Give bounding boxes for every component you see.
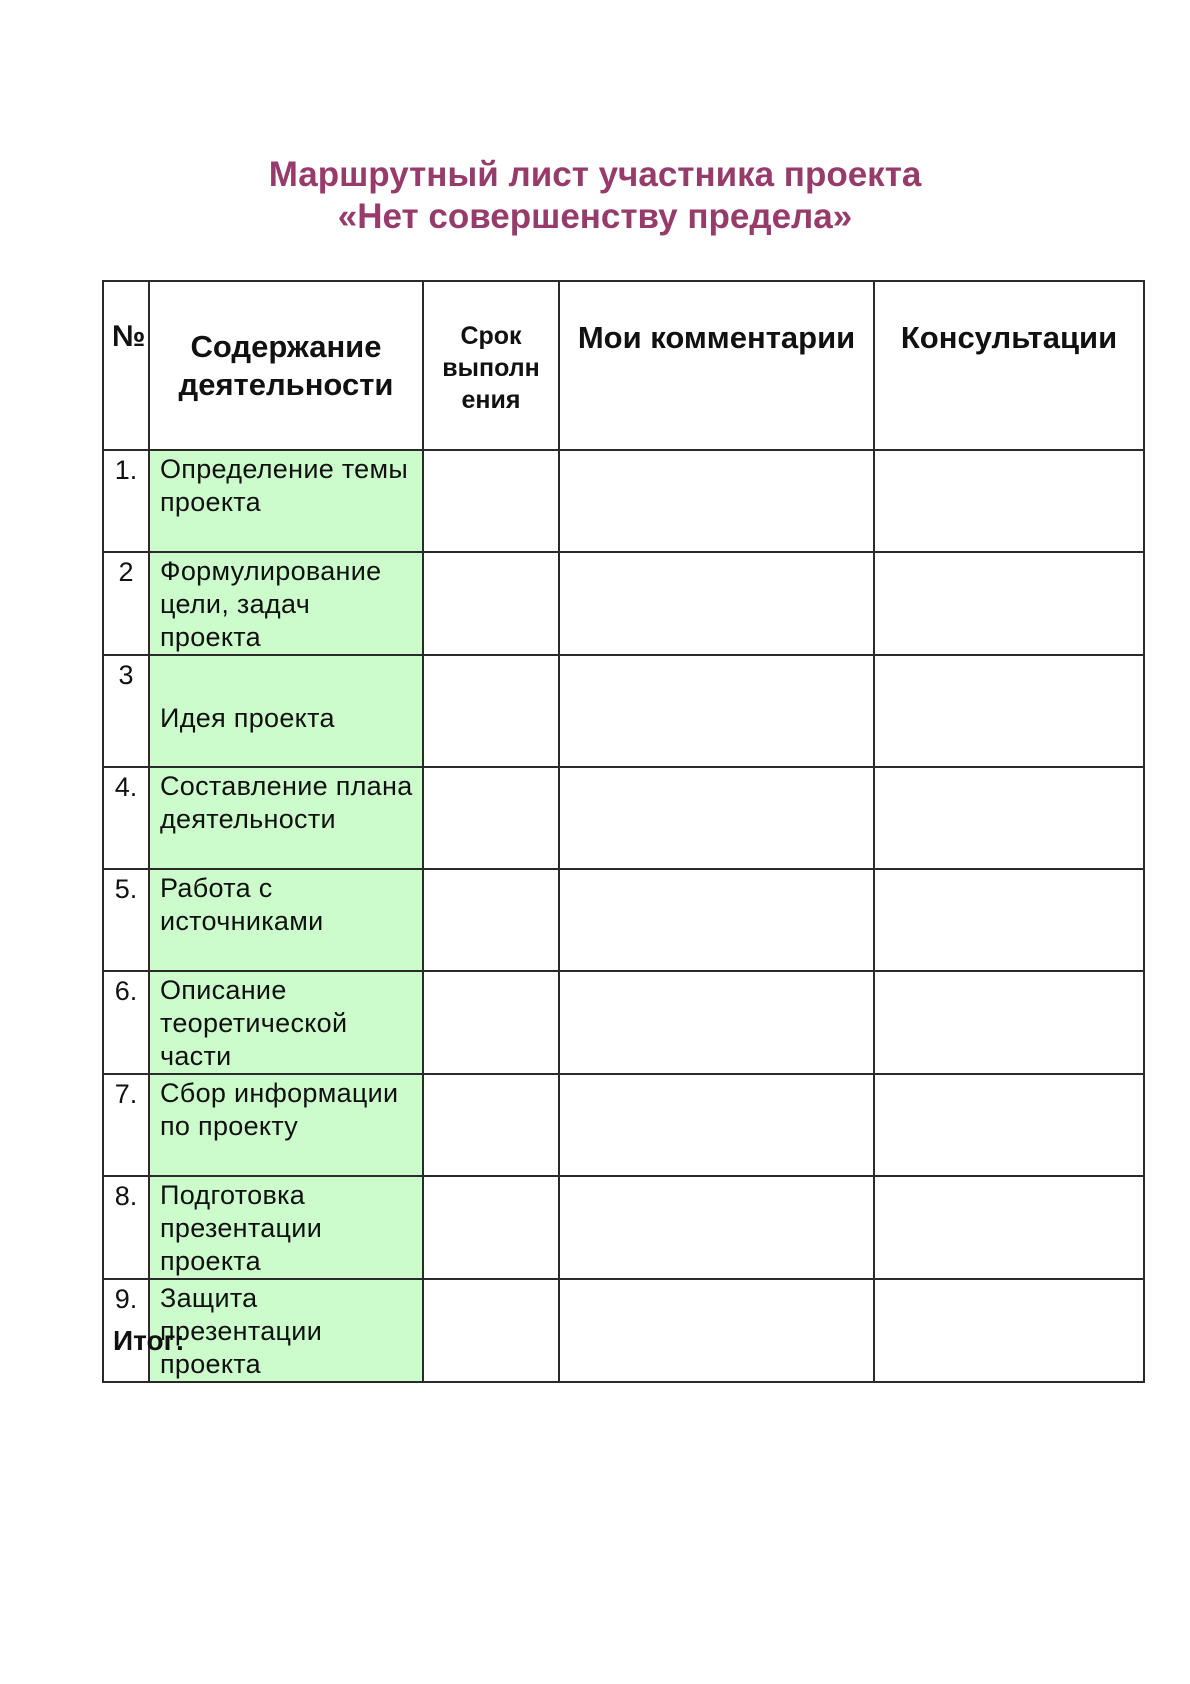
row-number: 7.	[103, 1074, 149, 1176]
row-activity: Работа с источниками	[149, 869, 423, 971]
row-consultations-cell[interactable]	[874, 1176, 1144, 1279]
row-number: 8.	[103, 1176, 149, 1279]
row-consultations-cell[interactable]	[874, 552, 1144, 655]
row-comments-cell[interactable]	[559, 767, 874, 869]
row-comments-cell[interactable]	[559, 1279, 874, 1382]
header-number: №	[103, 281, 149, 450]
table-row	[103, 971, 1144, 1074]
row-deadline-cell[interactable]	[423, 450, 559, 552]
row-consultations-cell[interactable]	[874, 1074, 1144, 1176]
row-comments-cell[interactable]	[559, 1074, 874, 1176]
row-consultations-cell[interactable]	[874, 450, 1144, 552]
row-number: 4.	[103, 767, 149, 869]
row-activity: Защита презентации проекта	[149, 1279, 423, 1382]
row-activity: Формулирование цели, задач проекта	[149, 552, 423, 655]
row-activity: Описание теоретической части	[149, 971, 423, 1074]
row-number: 2	[103, 552, 149, 655]
row-activity: Идея проекта	[149, 655, 423, 767]
row-comments-cell[interactable]	[559, 450, 874, 552]
row-consultations-cell[interactable]	[874, 971, 1144, 1074]
table-row	[103, 767, 1144, 869]
table-row	[103, 1279, 1144, 1382]
row-number: 1.	[103, 450, 149, 552]
header-comments: Мои комментарии	[559, 281, 874, 450]
table-row	[103, 552, 1144, 655]
row-deadline-cell[interactable]	[423, 1074, 559, 1176]
header-activity: Содержание деятельности	[149, 281, 423, 450]
title-line-2: «Нет совершенству предела»	[337, 197, 853, 236]
route-sheet-table	[102, 280, 1145, 1383]
row-deadline-cell[interactable]	[423, 655, 559, 767]
header-deadline: Срок выполн ения	[423, 281, 559, 450]
row-deadline-cell[interactable]	[423, 971, 559, 1074]
table-row	[103, 1176, 1144, 1279]
row-consultations-cell[interactable]	[874, 869, 1144, 971]
row-activity: Сбор информации по проекту	[149, 1074, 423, 1176]
row-number: 3	[103, 655, 149, 767]
row-consultations-cell[interactable]	[874, 655, 1144, 767]
row-comments-cell[interactable]	[559, 1176, 874, 1279]
row-deadline-cell[interactable]	[423, 767, 559, 869]
summary-label: Итог:	[113, 1325, 185, 1356]
table-header-row	[103, 281, 1144, 450]
table-row	[103, 450, 1144, 552]
page-title	[0, 154, 1190, 238]
row-number: 5.	[103, 869, 149, 971]
row-activity: Подготовка презентации проекта	[149, 1176, 423, 1279]
row-comments-cell[interactable]	[559, 971, 874, 1074]
row-consultations-cell[interactable]	[874, 767, 1144, 869]
title-line-1: Маршрутный лист участника проекта	[268, 155, 922, 194]
header-consultations: Консультации	[874, 281, 1144, 450]
row-number: 6.	[103, 971, 149, 1074]
row-deadline-cell[interactable]	[423, 552, 559, 655]
row-comments-cell[interactable]	[559, 552, 874, 655]
row-number: 9.	[103, 1279, 149, 1382]
row-comments-cell[interactable]	[559, 655, 874, 767]
row-deadline-cell[interactable]	[423, 1279, 559, 1382]
table-row	[103, 869, 1144, 971]
row-activity: Составление плана деятельности	[149, 767, 423, 869]
table-row	[103, 655, 1144, 767]
table-row	[103, 1074, 1144, 1176]
row-deadline-cell[interactable]	[423, 869, 559, 971]
row-comments-cell[interactable]	[559, 869, 874, 971]
row-activity: Определение темы проекта	[149, 450, 423, 552]
row-deadline-cell[interactable]	[423, 1176, 559, 1279]
row-consultations-cell[interactable]	[874, 1279, 1144, 1382]
